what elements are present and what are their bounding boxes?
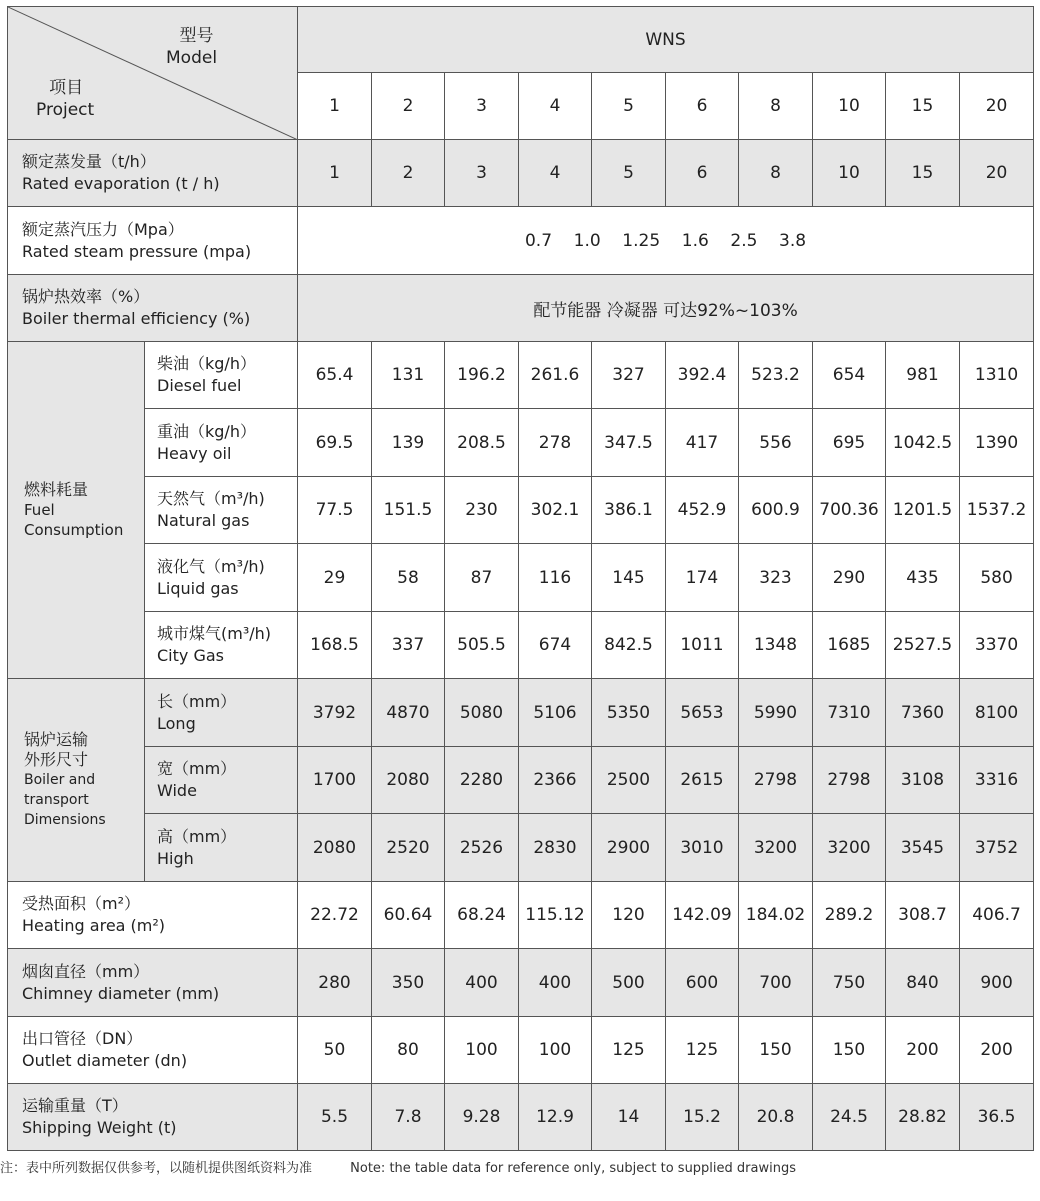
sub-label-cn: 长（mm） [157, 691, 237, 711]
value-cell: 700 [739, 949, 813, 1017]
value-cell: 3010 [666, 814, 739, 882]
model-label-cn: 型号 [179, 26, 214, 46]
sub-label-en: Long [157, 713, 196, 733]
row-dim-high [8, 814, 1034, 882]
value-cell: 184.02 [739, 882, 813, 949]
value-cell: 1537.2 [960, 477, 1034, 544]
value-cell: 842.5 [592, 612, 666, 679]
row-weight [8, 1084, 1034, 1151]
spec-table [7, 6, 1034, 1151]
value-cell: 700.36 [813, 477, 886, 544]
model-cell: 15 [886, 73, 960, 140]
sub-label [145, 477, 298, 544]
value-cell: 556 [739, 409, 813, 477]
row-label-cn: 锅炉热效率（%） [22, 287, 150, 306]
value-cell: 1042.5 [886, 409, 960, 477]
value-cell: 80 [372, 1017, 445, 1084]
value-cell: 131 [372, 342, 445, 409]
value-cell: 12.9 [519, 1084, 592, 1151]
steam-pressure-values [298, 207, 1034, 275]
value-cell: 7.8 [372, 1084, 445, 1151]
sub-label [145, 679, 298, 747]
value-cell: 3545 [886, 814, 960, 882]
value-cell: 1310 [960, 342, 1034, 409]
row-label [8, 140, 298, 207]
value-cell: 261.6 [519, 342, 592, 409]
model-cell: 10 [813, 73, 886, 140]
value-cell: 4 [519, 140, 592, 207]
value-cell: 2615 [666, 747, 739, 814]
row-label-en: Shipping Weight (t) [22, 1118, 177, 1137]
value-cell: 125 [592, 1017, 666, 1084]
value-cell: 1390 [960, 409, 1034, 477]
sub-label [145, 814, 298, 882]
project-label-cn: 项目 [49, 78, 84, 98]
project-label [36, 77, 94, 121]
value-cell: 196.2 [445, 342, 519, 409]
model-cell: 5 [592, 73, 666, 140]
value-cell: 2080 [372, 747, 445, 814]
value-cell: 654 [813, 342, 886, 409]
value-cell: 290 [813, 544, 886, 612]
value-cell: 3792 [298, 679, 372, 747]
value-cell: 1685 [813, 612, 886, 679]
sub-label [145, 612, 298, 679]
sub-label [145, 342, 298, 409]
value-cell: 3752 [960, 814, 1034, 882]
row-rated-evaporation [8, 140, 1034, 207]
sub-label-en: Heavy oil [157, 443, 232, 463]
value-cell: 5990 [739, 679, 813, 747]
value-cell: 289.2 [813, 882, 886, 949]
value-cell: 100 [445, 1017, 519, 1084]
row-dim-long [8, 679, 1034, 747]
group-label-cn: 外形尺寸 [24, 750, 89, 769]
row-fuel-diesel [8, 342, 1034, 409]
model-cell: 4 [519, 73, 592, 140]
value-cell: 523.2 [739, 342, 813, 409]
dimensions-group-label [8, 679, 145, 882]
value-cell: 600 [666, 949, 739, 1017]
value-cell: 505.5 [445, 612, 519, 679]
sub-label-en: City Gas [157, 646, 224, 665]
value-cell: 50 [298, 1017, 372, 1084]
row-label [8, 1017, 298, 1084]
row-label-cn: 受热面积（m²） [22, 894, 141, 913]
value-cell: 4870 [372, 679, 445, 747]
sub-label [145, 747, 298, 814]
value-cell: 15 [886, 140, 960, 207]
value-cell: 1 [298, 140, 372, 207]
row-label-en: Rated evaporation (t / h) [22, 174, 220, 193]
row-label-en: Outlet diameter (dn) [22, 1051, 188, 1070]
value-cell: 386.1 [592, 477, 666, 544]
value-cell: 2280 [445, 747, 519, 814]
value-cell: 392.4 [666, 342, 739, 409]
value-cell: 3 [445, 140, 519, 207]
value-cell: 400 [519, 949, 592, 1017]
value-cell: 116 [519, 544, 592, 612]
value-cell: 580 [960, 544, 1034, 612]
value-cell: 174 [666, 544, 739, 612]
value-cell: 2527.5 [886, 612, 960, 679]
series-name: WNS [298, 7, 1034, 73]
steam-pressure-text: 0.7 1.0 1.25 1.6 2.5 3.8 [524, 230, 807, 251]
row-efficiency [8, 275, 1034, 342]
fuel-group-label [8, 342, 145, 679]
group-label-en: Consumption [24, 521, 124, 539]
row-steam-pressure [8, 207, 1034, 275]
sub-label-cn: 液化气（m³/h) [157, 556, 265, 576]
value-cell: 29 [298, 544, 372, 612]
value-cell: 14 [592, 1084, 666, 1151]
value-cell: 87 [445, 544, 519, 612]
value-cell: 36.5 [960, 1084, 1034, 1151]
value-cell: 24.5 [813, 1084, 886, 1151]
row-label-en: Boiler thermal efficiency (%) [22, 309, 251, 328]
value-cell: 3200 [739, 814, 813, 882]
value-cell: 168.5 [298, 612, 372, 679]
value-cell: 151.5 [372, 477, 445, 544]
sub-label-en: Diesel fuel [157, 376, 242, 395]
value-cell: 981 [886, 342, 960, 409]
value-cell: 1700 [298, 747, 372, 814]
sub-label-cn: 高（mm） [157, 826, 237, 846]
value-cell: 323 [739, 544, 813, 612]
footnote-en: Note: the table data for reference only, subject to supplied drawings [350, 1161, 796, 1176]
footnote [0, 1157, 1040, 1176]
value-cell: 125 [666, 1017, 739, 1084]
value-cell: 2080 [298, 814, 372, 882]
row-label-en: Chimney diameter (mm) [22, 983, 220, 1003]
row-label [8, 882, 298, 949]
value-cell: 8 [739, 140, 813, 207]
value-cell: 150 [739, 1017, 813, 1084]
sub-label-cn: 天然气（m³/h) [157, 489, 265, 508]
row-label-cn: 额定蒸发量（t/h） [22, 152, 156, 171]
value-cell: 60.64 [372, 882, 445, 949]
value-cell: 327 [592, 342, 666, 409]
sub-label-cn: 柴油（kg/h） [157, 354, 256, 373]
row-chimney [8, 949, 1034, 1017]
value-cell: 435 [886, 544, 960, 612]
row-label-cn: 出口管径（DN） [22, 1029, 143, 1048]
value-cell: 417 [666, 409, 739, 477]
group-label-cn: 燃料耗量 [24, 480, 89, 499]
value-cell: 3200 [813, 814, 886, 882]
footnote-cn: 注：表中所列数据仅供参考，以随机提供图纸资料为准 [0, 1161, 313, 1176]
efficiency-text: 配节能器 冷凝器 可达92%~103% [533, 300, 798, 321]
project-label-en: Project [36, 100, 95, 120]
value-cell: 400 [445, 949, 519, 1017]
value-cell: 120 [592, 882, 666, 949]
value-cell: 10 [813, 140, 886, 207]
value-cell: 406.7 [960, 882, 1034, 949]
value-cell: 5106 [519, 679, 592, 747]
value-cell: 230 [445, 477, 519, 544]
value-cell: 22.72 [298, 882, 372, 949]
value-cell: 1011 [666, 612, 739, 679]
value-cell: 452.9 [666, 477, 739, 544]
sub-label-cn: 城市煤气(m³/h) [157, 624, 272, 643]
sub-label-en: Liquid gas [157, 578, 239, 598]
group-label-cn: 锅炉运输 [24, 730, 89, 749]
value-cell: 840 [886, 949, 960, 1017]
row-label [8, 949, 298, 1017]
value-cell: 337 [372, 612, 445, 679]
efficiency-value [298, 275, 1034, 342]
value-cell: 20.8 [739, 1084, 813, 1151]
value-cell: 750 [813, 949, 886, 1017]
model-cell: 8 [739, 73, 813, 140]
value-cell: 68.24 [445, 882, 519, 949]
row-label [8, 207, 298, 275]
row-label-en: Rated steam pressure (mpa) [22, 241, 252, 261]
value-cell: 5080 [445, 679, 519, 747]
row-heating-area [8, 882, 1034, 949]
value-cell: 9.28 [445, 1084, 519, 1151]
value-cell: 115.12 [519, 882, 592, 949]
value-cell: 347.5 [592, 409, 666, 477]
value-cell: 695 [813, 409, 886, 477]
value-cell: 278 [519, 409, 592, 477]
value-cell: 500 [592, 949, 666, 1017]
value-cell: 600.9 [739, 477, 813, 544]
value-cell: 77.5 [298, 477, 372, 544]
value-cell: 308.7 [886, 882, 960, 949]
group-label-en: Fuel [24, 501, 55, 519]
model-cell: 6 [666, 73, 739, 140]
value-cell: 208.5 [445, 409, 519, 477]
row-dim-wide [8, 747, 1034, 814]
header-row-series [8, 7, 1034, 73]
value-cell: 2830 [519, 814, 592, 882]
sub-label-en: Natural gas [157, 511, 250, 530]
row-label-cn: 额定蒸汽压力（Mpa） [22, 219, 184, 239]
value-cell: 2520 [372, 814, 445, 882]
value-cell: 69.5 [298, 409, 372, 477]
group-label-en: transport [24, 792, 89, 808]
value-cell: 350 [372, 949, 445, 1017]
model-cell: 1 [298, 73, 372, 140]
row-label-cn: 烟囱直径（mm） [22, 961, 150, 981]
row-fuel-heavy-oil [8, 409, 1034, 477]
value-cell: 3108 [886, 747, 960, 814]
row-fuel-liquid-gas [8, 544, 1034, 612]
value-cell: 2798 [739, 747, 813, 814]
value-cell: 150 [813, 1017, 886, 1084]
value-cell: 900 [960, 949, 1034, 1017]
value-cell: 65.4 [298, 342, 372, 409]
value-cell: 5 [592, 140, 666, 207]
value-cell: 280 [298, 949, 372, 1017]
sub-label [145, 409, 298, 477]
value-cell: 5653 [666, 679, 739, 747]
value-cell: 200 [960, 1017, 1034, 1084]
value-cell: 139 [372, 409, 445, 477]
row-label-en: Heating area (m²) [22, 916, 166, 935]
value-cell: 6 [666, 140, 739, 207]
value-cell: 20 [960, 140, 1034, 207]
value-cell: 5.5 [298, 1084, 372, 1151]
model-label-en: Model [166, 48, 218, 68]
value-cell: 28.82 [886, 1084, 960, 1151]
value-cell: 2366 [519, 747, 592, 814]
value-cell: 2 [372, 140, 445, 207]
model-cell: 3 [445, 73, 519, 140]
value-cell: 15.2 [666, 1084, 739, 1151]
sub-label-en: High [157, 848, 194, 868]
row-label [8, 275, 298, 342]
group-label-en: Boiler and [24, 772, 96, 788]
model-label [166, 25, 217, 69]
value-cell: 2500 [592, 747, 666, 814]
sub-label-cn: 重油（kg/h） [157, 421, 256, 441]
value-cell: 3370 [960, 612, 1034, 679]
sub-label-cn: 宽（mm） [157, 759, 237, 778]
value-cell: 2900 [592, 814, 666, 882]
group-label-en: Dimensions [24, 812, 106, 828]
value-cell: 8100 [960, 679, 1034, 747]
row-label-cn: 运输重量（T） [22, 1096, 128, 1115]
value-cell: 302.1 [519, 477, 592, 544]
sub-label-en: Wide [157, 781, 197, 800]
row-fuel-city-gas [8, 612, 1034, 679]
row-fuel-natural-gas [8, 477, 1034, 544]
value-cell: 7360 [886, 679, 960, 747]
value-cell: 3316 [960, 747, 1034, 814]
model-cell: 20 [960, 73, 1034, 140]
row-label [8, 1084, 298, 1151]
value-cell: 142.09 [666, 882, 739, 949]
value-cell: 200 [886, 1017, 960, 1084]
value-cell: 1201.5 [886, 477, 960, 544]
value-cell: 674 [519, 612, 592, 679]
value-cell: 100 [519, 1017, 592, 1084]
value-cell: 2798 [813, 747, 886, 814]
row-outlet [8, 1017, 1034, 1084]
sub-label [145, 544, 298, 612]
header-corner-cell [8, 7, 298, 140]
value-cell: 5350 [592, 679, 666, 747]
value-cell: 2526 [445, 814, 519, 882]
value-cell: 58 [372, 544, 445, 612]
value-cell: 1348 [739, 612, 813, 679]
model-cell: 2 [372, 73, 445, 140]
value-cell: 7310 [813, 679, 886, 747]
value-cell: 145 [592, 544, 666, 612]
